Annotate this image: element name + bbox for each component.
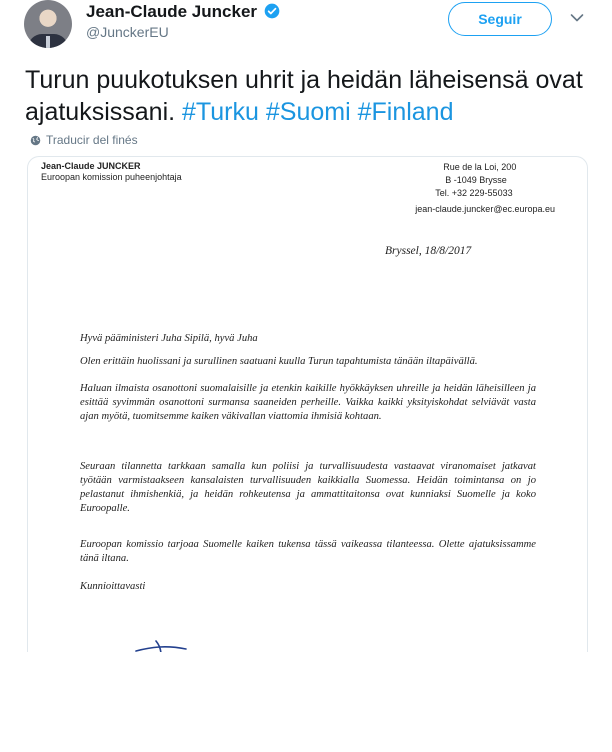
letter-paragraph-3: Seuraan tilannetta tarkkaan samalla kun poliisi ja turvallisuudesta vastaavat viranomaiset jatkavat työtään varmistaakseen kansalaisten turvallisuuden kaikkialla Suomessa. Heidän toimintansa on jo pelastanut ihmishenkiä, ja heidän rohkeutensa ja ammattitaitonsa ovat kunniaksi Suomelle ja koko Euroopalle.: [80, 461, 536, 514]
letter-closing: Kunnioittavasti: [80, 581, 146, 592]
tweet-body: Turun puukotuksen uhrit ja heidän läheisensä ovat ajatuksissani.: [25, 66, 583, 126]
letter-address-phone: Tel. +32 229-55033: [435, 188, 513, 198]
author-handle[interactable]: @JunckerEU: [86, 24, 169, 40]
translate-label[interactable]: Traducir del finés: [46, 133, 138, 147]
letter-date: Bryssel, 18/8/2017: [385, 245, 472, 257]
translate-link[interactable]: [30, 133, 138, 147]
letter-paragraph-2: Haluan ilmaista osanottoni suomalaisille ja etenkin kaikille hyökkäyksen uhreille ja heidän läheisilleen ja esittää syvimmän osanottoni surmansa saaneiden perheille. Vaikka kaikki yksityiskohdat selviävät vasta ajan myötä, tuomitsemme kaiken väkivallan viattomia ihmisiä kohtaan.: [80, 383, 536, 422]
tweet-text: [25, 64, 595, 128]
globe-icon: [30, 135, 41, 146]
hashtag-turku[interactable]: #Turku: [182, 98, 259, 126]
hashtag-finland[interactable]: #Finland: [357, 98, 454, 126]
verified-badge-icon: [264, 3, 280, 19]
letter-image[interactable]: [27, 156, 588, 652]
chevron-down-icon[interactable]: [570, 13, 584, 23]
letter-address-email: jean-claude.juncker@ec.europa.eu: [415, 204, 555, 214]
letter-paragraph-1: Olen erittäin huolissani ja surullinen saatuani kuulla Turun tapahtumista tänään iltapäivällä.: [80, 356, 478, 367]
signature: [126, 623, 216, 652]
letter-paragraph-4: Euroopan komissio tarjoaa Suomelle kaiken tukensa tässä vaikeassa tilanteessa. Olette ajatuksissamme tänä iltana.: [80, 539, 536, 564]
follow-button[interactable]: Seguir: [448, 2, 552, 36]
letter-salutation: Hyvä pääministeri Juha Sipilä, hyvä Juha: [80, 333, 258, 344]
letter-address-city: B -1049 Brysse: [445, 175, 507, 185]
hashtag-suomi[interactable]: #Suomi: [265, 98, 351, 126]
letter-address: [415, 161, 555, 216]
letter-sender-name: Jean-Claude JUNCKER: [41, 161, 141, 171]
avatar-tie: [46, 36, 50, 48]
author-avatar[interactable]: [24, 0, 72, 48]
author-name[interactable]: Jean-Claude Juncker: [86, 2, 258, 21]
letter-sender: [41, 161, 182, 183]
letter-address-street: Rue de la Loi, 200: [443, 162, 517, 172]
letter-sender-title: Euroopan komission puheenjohtaja: [41, 172, 182, 182]
